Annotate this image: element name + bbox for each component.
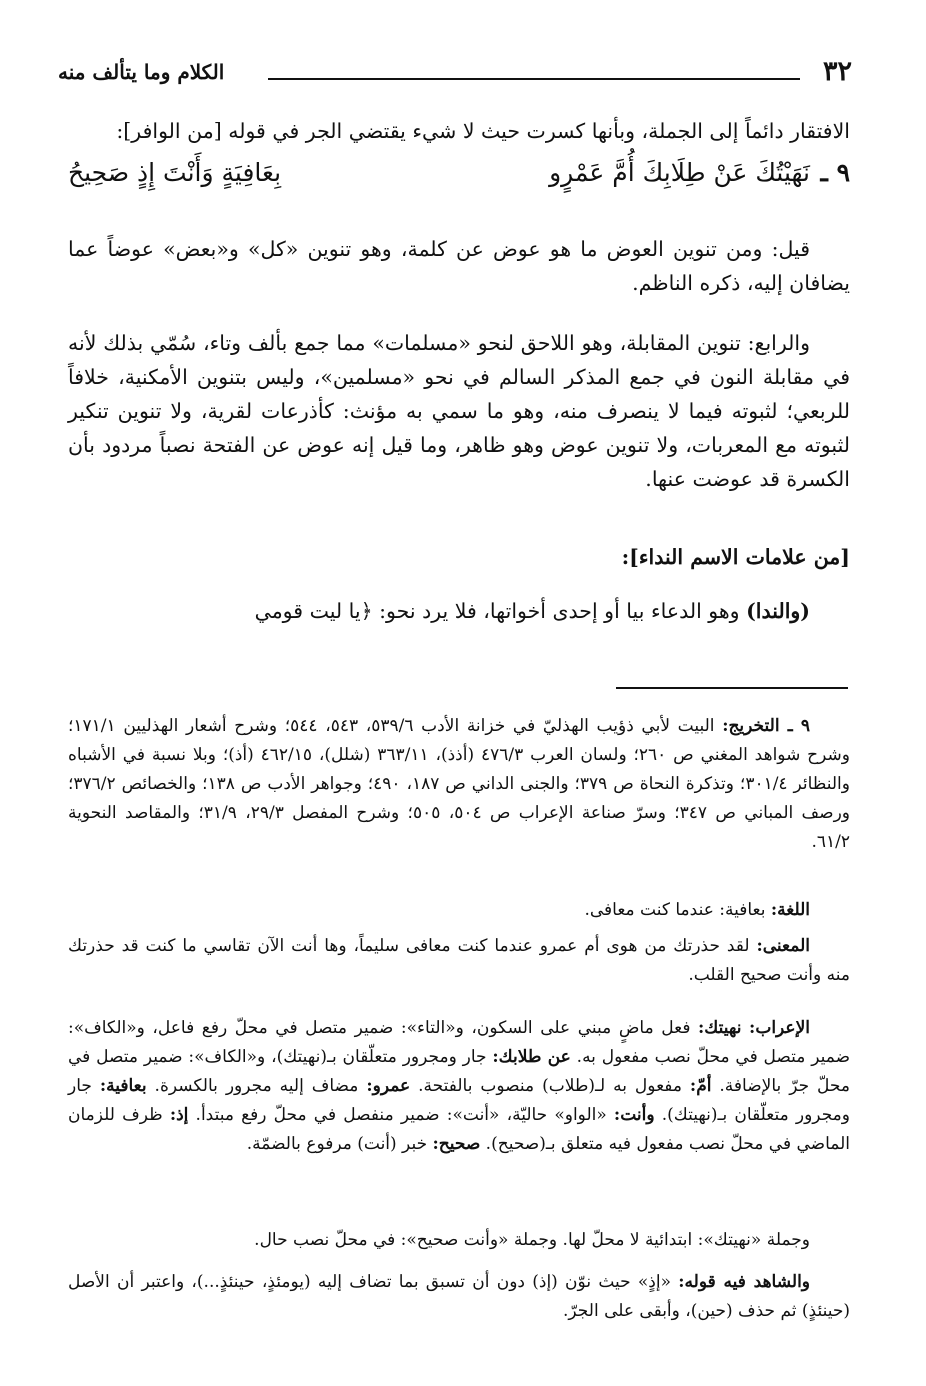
- irab-term: عمرو:: [366, 1076, 411, 1096]
- irab-text: جار ومجرور متعلّقان بـ(نهيتك)، و«الكاف»: ضمير متصل في محلّ جرّ بالإضافة.: [68, 1047, 850, 1096]
- section-heading: [من علامات الاسم النداء]:: [621, 545, 850, 569]
- verse-number: ٩ ـ: [820, 158, 850, 187]
- irab-text: مضاف إليه مجرور بالكسرة.: [146, 1076, 367, 1096]
- paragraph-tanwin-iwad: قيل: ومن تنوين العوض ما هو عوض عن كلمة، وهو تنوين «كل» و«بعض» عوضاً عما يضافان إليه، ذكره الناظم.: [68, 237, 850, 295]
- footnote-label: ٩ ـ التخريج:: [722, 716, 811, 736]
- paragraph-tanwin-muqabala: والرابع: تنوين المقابلة، وهو اللاحق لنحو «مسلمات» مما جمع بألف وتاء، سُمّي بذلك لأنه في مقابلة النون في جمع المذكر السالم في نحو «مسلمين»، وليس بتنوين الأمكنية، خلافاً للربعي؛ لثبوته فيما لا ينصرف منه، وهو ما سمي به مؤنث: كأذرعات لقرية، ولا تنوين تنكير لثبوته مع المعربات، ولا تنوين عوض وهو ظاهر، وما قيل إنه عوض عن الفتحة نصباً مردود بأن الكسرة قد عوضت عنها.: [68, 331, 850, 491]
- irab-text: «الواو» حاليّة، «أنت»: ضمير منفصل في محلّ رفع مبتدأ.: [188, 1105, 614, 1125]
- irab-text: جار ومجرور متعلّقان بـ(نهيتك).: [68, 1076, 850, 1125]
- poetry-verse: [68, 148, 850, 198]
- irab-term: صحيح:: [432, 1134, 481, 1154]
- page-header: [58, 52, 852, 92]
- irab-term: نهيتك:: [698, 1018, 742, 1038]
- paragraph-text: وهو الدعاء بيا أو إحدى أخواتها، فلا يرد نحو: ﴿يا ليت قومي: [254, 599, 747, 623]
- footnote-text: البيت لأبي ذؤيب الهذليّ في خزانة الأدب ٥٣٩/٦، ٥٤٣، ٥٤٤؛ وشرح أشعار الهذليين ١٧١/١؛ وشرح شواهد المغني ص ٢٦٠؛ ولسان العرب ٤٧٦/٣ (أذذ)، ٣٦٣/١١ (شلل)، ٤٦٢/١٥ (أذ)؛ وبلا نسبة في الأشباه والنظائر ٣٠١/٤؛ وتذكرة النحاة ص ٣٧٩؛ والجنى الداني ص ١٨٧، ٤٩٠؛ وجواهر الأدب ص ١٣٨؛ والخصائص ٣٧٦/٢؛ ورصف المباني ص ٣٤٧؛ وسرّ صناعة الإعراب ص ٥٠٤، ٥٠٥؛ وشرح المفصل ٢٩/٣، ٣١/٩؛ والمقاصد النحوية ٦١/٢.: [68, 716, 850, 852]
- verse-first-hemistich: نَهَيْتُكَ عَنْ طِلَابِكَ أُمَّ عَمْرٍو: [549, 158, 810, 187]
- footnote-jumla: وجملة «نهيتك»: ابتدائية لا محلّ لها. وجملة «وأنت صحيح»: في محلّ نصب حال.: [254, 1230, 810, 1250]
- running-title: الكلام وما يتألف منه: [58, 60, 225, 84]
- footnote-text: «إذٍ» حيث نوّن (إذ) دون أن تسبق بما تضاف إليه (يومئذٍ، حينئذٍ...)، واعتبر أن الأصل (حينئذٍ) ثم حذف (حين)، وأبقى على الجرّ.: [68, 1272, 850, 1321]
- footnote-text: بعافية: عندما كنت معافى.: [584, 900, 771, 920]
- text-line: الافتقار دائماً إلى الجملة، وبأنها كسرت حيث لا شيء يقتضي الجر في قوله [من الوافر]:: [116, 119, 850, 143]
- footnote-label: المعنى:: [756, 936, 810, 956]
- irab-text: خبر (أنت) مرفوع بالضمّة.: [246, 1134, 433, 1154]
- footnote-text: لقد حذرتك من هوى أم عمرو عندما كنت معافى سليماً، وها أنت الآن تقاسي ما كنت قد حذرتك منه وأنت صحيح القلب.: [68, 936, 850, 985]
- irab-term: إذ:: [169, 1105, 189, 1125]
- footnote-lugha: [68, 896, 850, 925]
- page-number: ٣٢: [822, 56, 852, 87]
- footnote-irab: [68, 1014, 850, 1159]
- verse-second-hemistich: بِعَافِيَةٍ وَأَنْتَ إِذٍ صَحِيحُ: [68, 158, 282, 187]
- footnote-rule: [616, 687, 848, 689]
- intro-line: [68, 114, 850, 148]
- footnote-shahid: [68, 1268, 850, 1326]
- irab-term: عن طلابك:: [492, 1047, 571, 1067]
- irab-term: بعافية:: [99, 1076, 147, 1096]
- irab-text: ظرف للزمان الماضي في محلّ نصب مفعول فيه متعلق بـ(صحيح).: [68, 1105, 850, 1154]
- footnote-takhrij: [68, 712, 850, 857]
- irab-term: وأنت:: [613, 1105, 655, 1125]
- irab-term: أمّ:: [689, 1076, 712, 1096]
- footnote-label: الإعراب:: [749, 1018, 810, 1038]
- header-rule: [268, 78, 800, 80]
- irab-text: مفعول به لـ(طلاب) منصوب بالفتحة.: [410, 1076, 690, 1096]
- paragraph-nida: [68, 594, 850, 628]
- footnote-label: اللغة:: [770, 900, 810, 920]
- footnote-mana: [68, 932, 850, 990]
- term-label: (والندا): [746, 599, 810, 623]
- footnote-label: والشاهد فيه قوله:: [678, 1272, 811, 1292]
- irab-text: فعل ماضٍ مبني على السكون، و«التاء»: ضمير متصل في محلّ رفع فاعل، و«الكاف»: ضمير متصل في محلّ نصب مفعول به.: [68, 1018, 851, 1067]
